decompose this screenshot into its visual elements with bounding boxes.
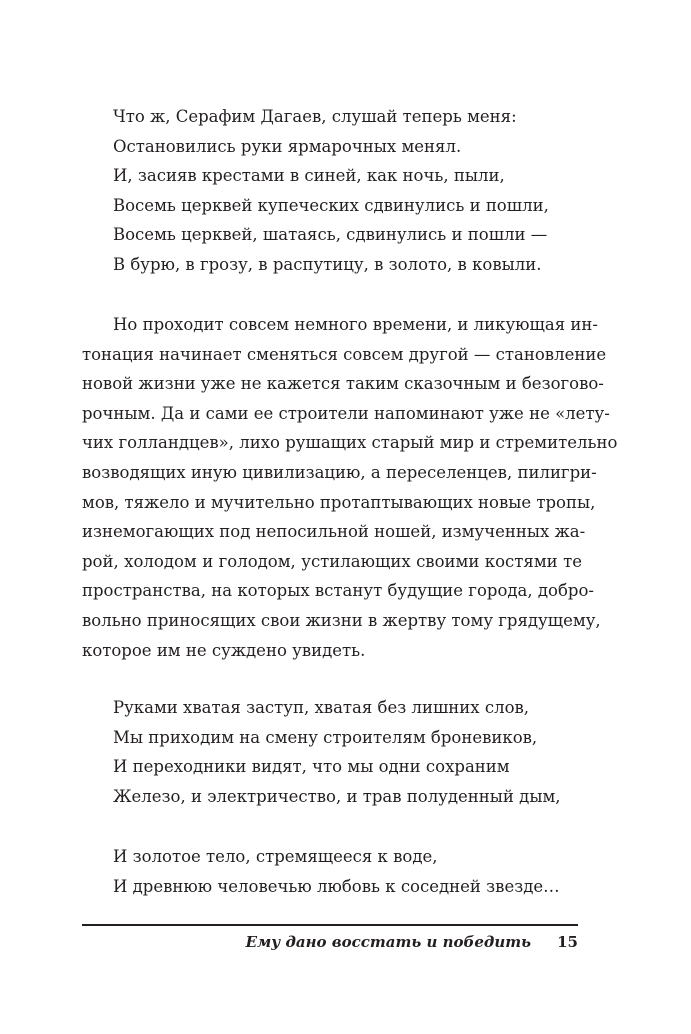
verse-line: В бурю, в грозу, в распутицу, в золото, в ковыли. [113,254,542,274]
prose-line: Но проходит совсем немного времени, и ликующая ин- [113,315,598,334]
prose-line: изнемогающих под непосильной ношей, измученных жа- [82,522,586,542]
running-head: Ему дано восстать и победить [245,933,531,951]
verse-stanza-3 [113,842,560,901]
prose-line: рочным. Да и сами ее строители напоминают уже не «лету- [82,403,610,423]
verse-line: И древнюю человечью любовь к соседней звезде… [113,876,560,896]
prose-line: возводящих иную цивилизацию, а переселенцев, пилигри- [82,462,597,482]
footer-rule [82,924,578,926]
verse-stanza-2 [113,693,561,811]
verse-line: И переходники видят, что мы одни сохраним [113,757,510,777]
prose-line: новой жизни уже не кажется таким сказочным и безогово- [82,374,604,394]
verse-stanza-1 [113,102,549,280]
verse-line: Восемь церквей купеческих сдвинулись и пошли, [113,195,549,215]
page-number: 15 [557,933,578,951]
prose-line: тонация начинает сменяться совсем другой — становление [82,344,607,364]
prose-line: рой, холодом и голодом, устилающих своими костями те [82,551,582,571]
verse-line: Восемь церквей, шатаясь, сдвинулись и пошли — [113,225,548,245]
prose-paragraph [82,310,618,665]
prose-line: вольно приносящих свои жизни в жертву тому грядущему, [82,610,601,630]
verse-line: Железо, и электричество, и трав полуденный дым, [113,786,561,806]
verse-line: И золотое тело, стремящееся к воде, [113,847,438,866]
prose-line: мов, тяжело и мучительно протаптывающих новые тропы, [82,492,596,512]
prose-line: чих голландцев», лихо рушащих старый мир и стремительно [82,433,618,453]
prose-line: которое им не суждено увидеть. [82,640,366,660]
verse-line: Мы приходим на смену строителям броневиков, [113,727,538,747]
verse-line: Остановились руки ярмарочных менял. [113,136,462,156]
verse-line: Что ж, Серафим Дагаев, слушай теперь меня: [113,107,517,126]
prose-line: пространства, на которых встанут будущие города, добро- [82,581,594,601]
verse-line: И, засияв крестами в синей, как ночь, пыли, [113,166,505,186]
verse-line: Руками хватая заступ, хватая без лишних слов, [113,698,530,717]
